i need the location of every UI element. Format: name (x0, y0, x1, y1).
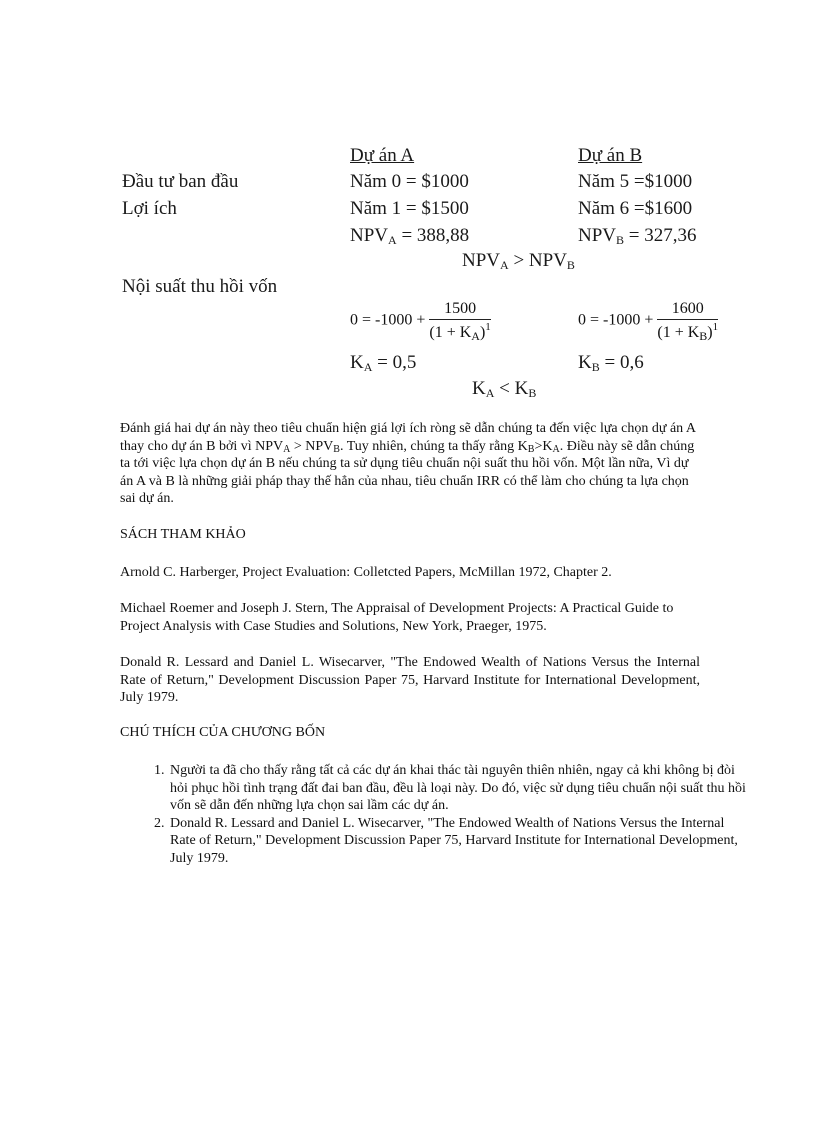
k-comparison: $K_A < K_B$ (472, 378, 537, 400)
project-b-investment: Năm 5 =$1000 (578, 171, 693, 192)
npv-b: $NPV_B = 327,36$ (578, 225, 697, 247)
references-heading: SÁCH THAM KHẢO (120, 527, 246, 542)
k-b-value: $K_B = 0,6$ (578, 352, 644, 374)
npv-a: $NPV_A = 388,88$ (350, 225, 470, 247)
project-a-investment: Năm 0 = $1000 (350, 171, 469, 192)
reference-item: Donald R. Lessard and Daniel L. Wisecarver, "The Endowed Wealth of Nations Versus the Internal Rate of Return," Development Discussion Paper 75, Harvard Institute for International Development, July 1979. (120, 655, 700, 705)
k-a-value: $K_A = 0,5$ (350, 352, 417, 374)
reference-item: Arnold C. Harberger, Project Evaluation: Colletcted Papers, McMillan 1972, Chapter 2. (120, 565, 612, 580)
note-item: 2. Donald R. Lessard and Daniel L. Wisecarver, "The Endowed Wealth of Nations Versus the Internal Rate of Return," Development Discussion Paper 75, Harvard Institute for International Development, July 1979. (168, 815, 748, 868)
notes-list (120, 762, 748, 867)
initial-investment-label: Đầu tư ban đầu (122, 171, 239, 192)
irr-equation-b: 0 = -1000 + $\frac{1600}{(1 + K_B)^1}$ (578, 300, 719, 343)
notes-heading: CHÚ THÍCH CỦA CHƯƠNG BỐN (120, 725, 326, 740)
irr-label: Nội suất thu hồi vốn (122, 276, 278, 297)
irr-equation-a: 0 = -1000 + $\frac{1500}{(1 + K_A)^1}$ (350, 300, 491, 343)
reference-item: Michael Roemer and Joseph J. Stern, The Appraisal of Development Projects: A Practical Guide to Project Analysis with Case Studies and Solutions, New York, Praeger, 1975. (120, 601, 674, 634)
evaluation-paragraph: Đánh giá hai dự án này theo tiêu chuẩn hiện giá lợi ích ròng sẽ dẫn chúng ta đến việc lựa chọn dự án A thay cho dự án B bởi vì $NPV_A > NPV_B$. Tuy nhiên, chúng ta thấy rằng $K_B>K_A$. Điều này sẽ dẫn chúng ta tới việc lựa chọn dự án B nếu chúng ta sử dụng tiêu chuẩn nội suất thu hồi vốn. Một lần nữa, Vì dự án A và B là những giải pháp thay thế hẳn của nhau, tiêu chuẩn IRR có thể làm cho chúng ta lựa chọn sai dự án. (120, 421, 696, 506)
project-b-benefit: Năm 6 =$1600 (578, 198, 693, 219)
benefit-label: Lợi ích (122, 198, 177, 219)
note-item: 1. Người ta đã cho thấy rằng tất cả các dự án khai thác tài nguyên thiên nhiên, ngay cả khi không bị đòi hỏi phục hồi tình trạng đất đai ban đầu, đều là loại này. Do đó, việc sử dụng tiêu chuẩn nội suất thu hồi vốn sẽ dẫn đến những lựa chọn sai lầm các dự án. (168, 762, 748, 815)
project-b-header: Dự án B (578, 145, 643, 166)
project-a-benefit: Năm 1 = $1500 (350, 198, 469, 219)
project-a-header: Dự án A (350, 145, 415, 166)
npv-comparison: $NPV_A > NPV_B$ (462, 250, 575, 272)
